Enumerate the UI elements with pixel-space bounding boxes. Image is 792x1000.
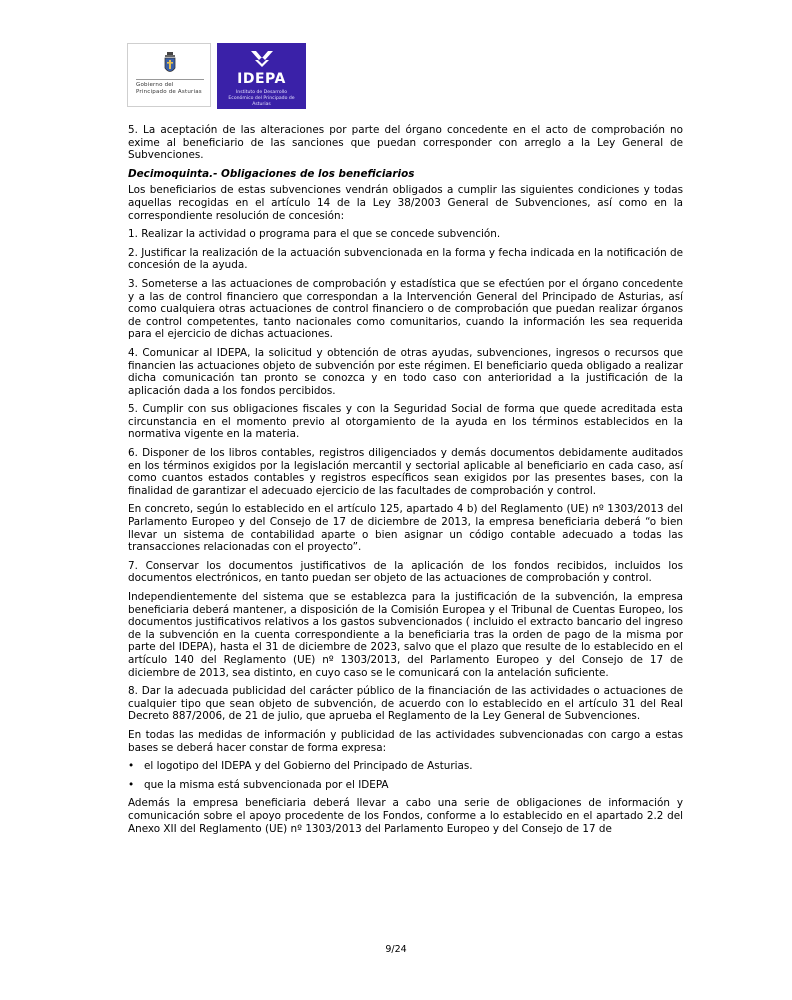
paragraph: 3. Someterse a las actuaciones de comprobación y estadística que se efectúen por el órgano concedente y a las de control financiero que correspondan a la Intervención General del Principado de Asturias, así como cualquiera otras actuaciones de control financiero o de comprobación que puedan realizar órganos de control competentes, tanto nacionales como comunitarios, cuando la información les sea requerida para el ejercicio de dichas actuaciones. bbox=[128, 277, 683, 341]
page-number: 9/24 bbox=[385, 944, 407, 955]
document-body bbox=[128, 124, 683, 841]
list-item bbox=[128, 779, 683, 792]
paragraph: 8. Dar la adecuada publicidad del carácter público de la financiación de las actividades o actuaciones de cualquier tipo que sean objeto de subvención, de acuerdo con lo establecido en el artículo 31 del Real Decreto 887/2006, de 21 de julio, que aprueba el Reglamento de la Ley General de Subvenciones. bbox=[128, 685, 683, 723]
bullet-marker: • bbox=[128, 760, 135, 773]
paragraph: En todas las medidas de información y publicidad de las actividades subvencionadas con cargo a estas bases se deberá hacer constar de forma expresa: bbox=[128, 728, 683, 754]
idepa-mark-icon bbox=[249, 48, 275, 68]
list-item bbox=[128, 760, 683, 773]
section-heading: Decimoquinta.- Obligaciones de los beneficiarios bbox=[128, 167, 415, 180]
paragraph: Además la empresa beneficiaria deberá llevar a cabo una serie de obligaciones de información y comunicación sobre el apoyo procedente de los Fondos, conforme a lo establecido en el apartado 2.2 del Anexo XII del Reglamento (UE) nº 1303/2013 del Parlamento Europeo y del Consejo de 17 de bbox=[128, 797, 683, 835]
idepa-subtitle: Instituto de Desarrollo Económico del Principado de Asturias bbox=[228, 90, 295, 107]
paragraph: 7. Conservar los documentos justificativos de la aplicación de los fondos recibidos, incluidos los documentos electrónicos, en tanto puedan ser objeto de las actuaciones de comprobación y control. bbox=[128, 559, 683, 585]
paragraph: 2. Justificar la realización de la actuación subvencionada en la forma y fecha indicada en la notificación de concesión de la ayuda. bbox=[128, 246, 683, 272]
paragraph: 4. Comunicar al IDEPA, la solicitud y obtención de otras ayudas, subvenciones, ingresos o recursos que financien las actuaciones objeto de subvención por este régimen. El beneficiario queda obligado a realizar dicha comunicación tan pronto se conozca y en todo caso con anterioridad a la justificación de la aplicación dada a los fondos percibidos. bbox=[128, 346, 683, 397]
idepa-name: IDEPA bbox=[237, 71, 286, 87]
paragraph: 5. Cumplir con sus obligaciones fiscales y con la Seguridad Social de forma que quede acreditada esta circunstancia en el momento previo al otorgamiento de la ayuda en los términos establecidos en la normativa vigente en la materia. bbox=[128, 403, 683, 441]
paragraph: 1. Realizar la actividad o programa para el que se concede subvención. bbox=[128, 228, 501, 241]
gobierno-logo-text: Gobierno del Principado de Asturias bbox=[136, 82, 202, 95]
list-item-text: el logotipo del IDEPA y del Gobierno del Principado de Asturias. bbox=[144, 760, 473, 773]
idepa-logo bbox=[217, 43, 306, 109]
coat-of-arms-icon bbox=[164, 52, 176, 76]
paragraph: Los beneficiarios de estas subvenciones vendrán obligados a cumplir las siguientes condiciones y todas aquellas recogidas en el artículo 14 de la Ley 38/2003 General de Subvenciones, así como en la correspondiente resolución de concesión: bbox=[128, 184, 683, 222]
paragraph: 5. La aceptación de las alteraciones por parte del órgano concedente en el acto de comprobación no exime al beneficiario de las sanciones que puedan corresponder con arreglo a la Ley General de Subvenciones. bbox=[128, 124, 683, 162]
paragraph: En concreto, según lo establecido en el artículo 125, apartado 4 b) del Reglamento (UE) nº 1303/2013 del Parlamento Europeo y del Consejo de 17 de diciembre de 2013, la empresa beneficiaria deberá “o bien llevar un sistema de contabilidad aparte o bien asignar un código contable adecuado a todas las transacciones relacionadas con el proyecto”. bbox=[128, 503, 683, 554]
paragraph: Independientemente del sistema que se establezca para la justificación de la subvención, la empresa beneficiaria deberá mantener, a disposición de la Comisión Europea y el Tribunal de Cuentas Europeo, los documentos justificativos relativos a los gastos subvencionados ( incluido el extracto bancario del ingreso de la subvención en la cuenta correspondiente a la beneficiaria tras la orden de pago de la misma por parte del IDEPA), hasta el 31 de diciembre de 2023, salvo que el plazo que resulte de lo establecido en el artículo 140 del Reglamento (UE) nº 1303/2013, del Parlamento Europeo y del Consejo de 17 de diciembre de 2013, sea distinto, en cuyo caso se le comunicará con la antelación suficiente. bbox=[128, 591, 683, 679]
bullet-marker: • bbox=[128, 778, 135, 791]
list-item-text: que la misma está subvencionada por el IDEPA bbox=[144, 778, 389, 791]
header-logos bbox=[127, 43, 306, 109]
logo-divider bbox=[136, 79, 204, 80]
paragraph: 6. Disponer de los libros contables, registros diligenciados y demás documentos debidamente auditados en los términos exigidos por la legislación mercantil y sectorial aplicable al beneficiario en cada caso, así como cuantos estados contables y registros específicos sean exigidos por las presentes bases, con la finalidad de garantizar el adecuado ejercicio de las facultades de comprobación y control. bbox=[128, 447, 683, 497]
gobierno-asturias-logo bbox=[127, 43, 211, 107]
